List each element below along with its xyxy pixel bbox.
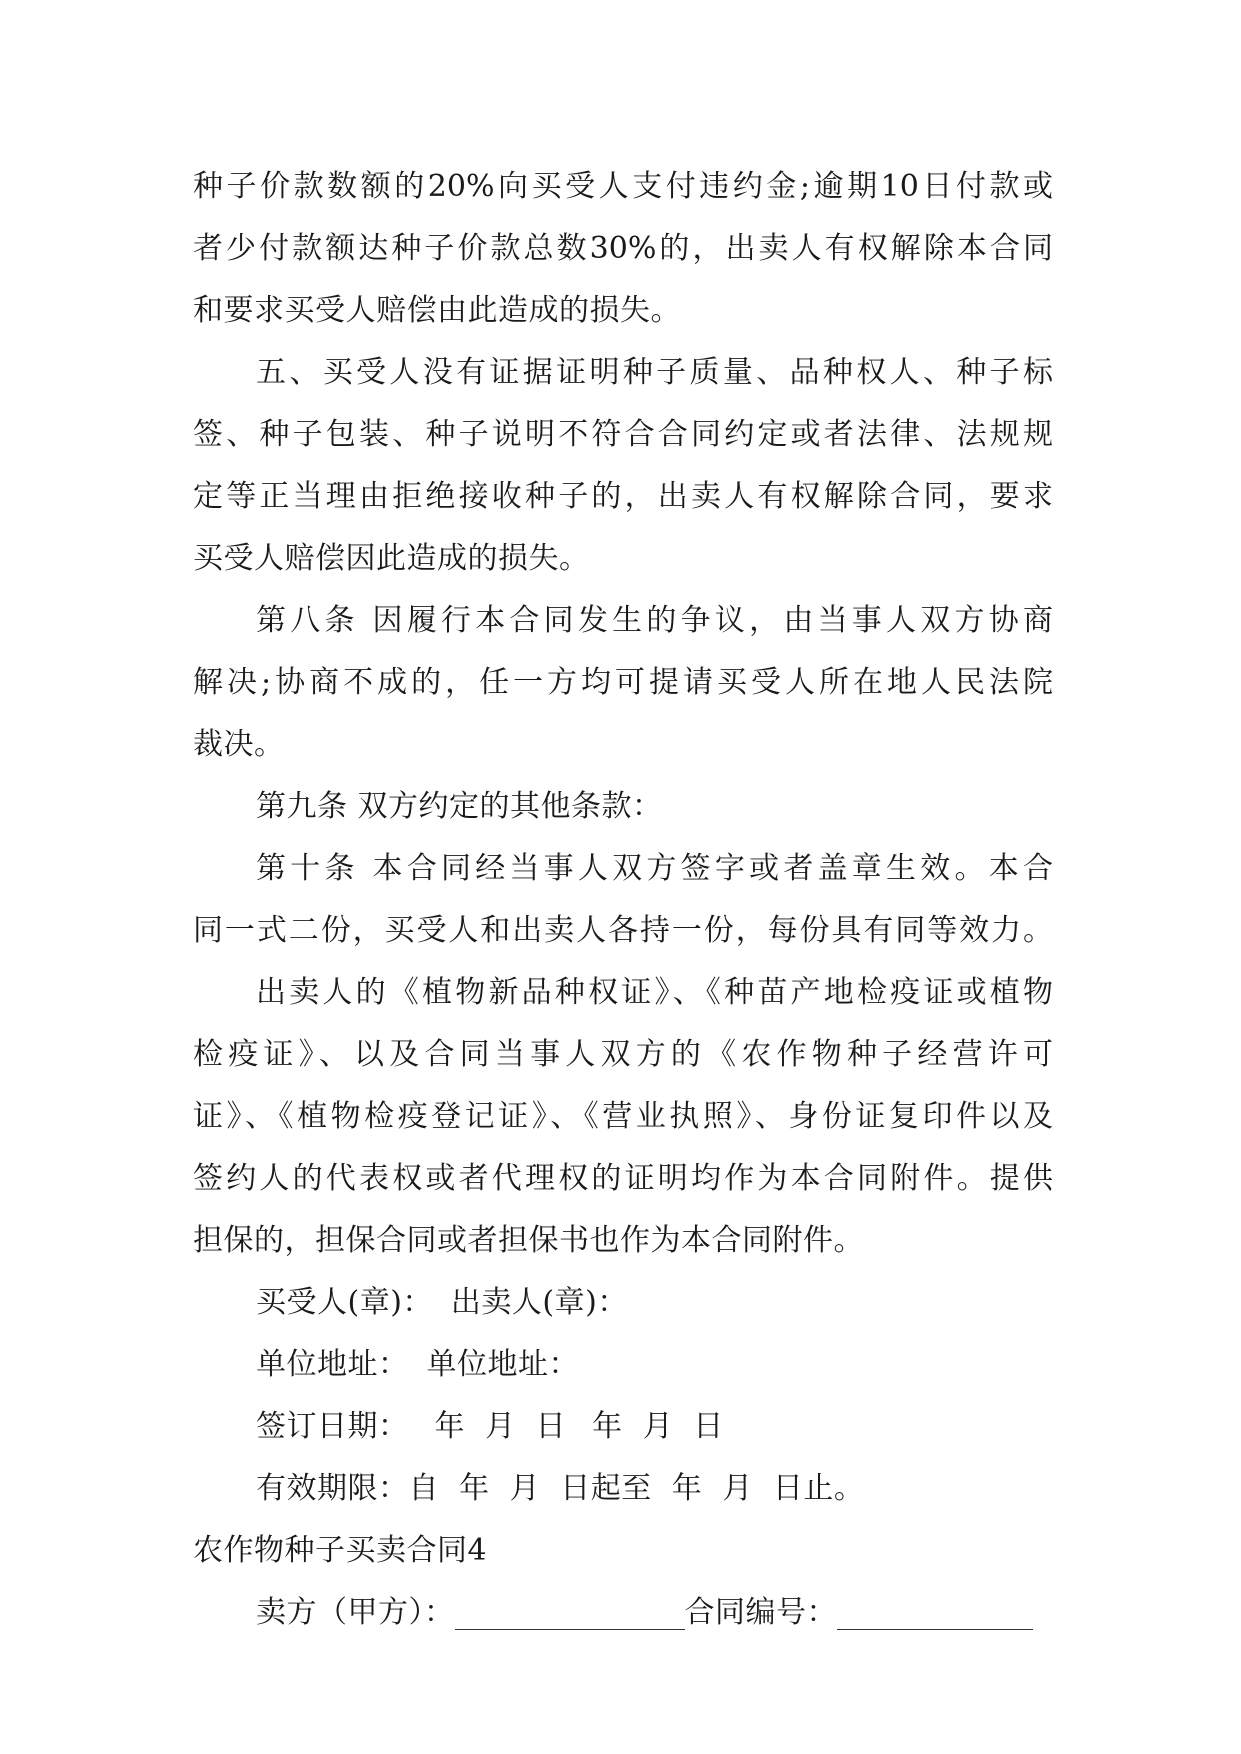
buyer-date-value: 年 月 日 <box>434 1409 567 1444</box>
document-body <box>193 156 1053 1644</box>
date-label: 签订日期： <box>256 1409 409 1444</box>
seller-date-value: 年 月 日 <box>592 1409 724 1444</box>
body-line: 证》、《植物检疫登记证》、《营业执照》、身份证复印件以及 <box>193 1099 1053 1134</box>
signature-party-line <box>193 1272 1053 1334</box>
seller-name-blank[interactable] <box>455 1589 685 1630</box>
body-line: 解决;协商不成的，任一方均可提请买受人所在地人民法院 <box>193 665 1053 700</box>
body-line: 签、种子包装、种子说明不符合合同约定或者法律、法规规 <box>193 417 1053 452</box>
body-line: 第八条 因履行本合同发生的争议，由当事人双方协商 <box>256 603 1053 638</box>
contract-number-label: 合同编号： <box>684 1595 837 1630</box>
contract-number-blank[interactable] <box>837 1589 1033 1630</box>
seller-address-label: 单位地址： <box>426 1347 579 1382</box>
validity-label: 有效期限： <box>256 1471 409 1506</box>
buyer-seal-label: 买受人(章)： <box>256 1285 433 1320</box>
body-line: 者少付款额达种子价款总数30%的，出卖人有权解除本合同 <box>193 231 1053 266</box>
validity-value: 自 年 月 日起至 年 月 日止。 <box>408 1471 865 1506</box>
body-line: 和要求买受人赔偿由此造成的损失。 <box>193 293 681 328</box>
next-section-header-line <box>193 1582 1053 1644</box>
body-line: 签约人的代表权或者代理权的证明均作为本合同附件。提供 <box>193 1161 1053 1196</box>
body-line: 第十条 本合同经当事人双方签字或者盖章生效。本合 <box>256 851 1053 886</box>
buyer-address-label: 单位地址： <box>256 1347 409 1382</box>
signature-date-line <box>193 1396 1053 1458</box>
section-title: 农作物种子买卖合同4 <box>193 1533 488 1568</box>
body-line: 买受人赔偿因此造成的损失。 <box>193 541 590 576</box>
body-line: 定等正当理由拒绝接收种子的，出卖人有权解除合同，要求 <box>193 479 1053 514</box>
seller-seal-label: 出卖人(章)： <box>450 1285 628 1320</box>
body-line: 第九条 双方约定的其他条款： <box>256 789 663 824</box>
signature-address-line <box>193 1334 1053 1396</box>
seller-party-label: 卖方（甲方）： <box>256 1595 455 1630</box>
body-line: 检疫证》、以及合同当事人双方的《农作物种子经营许可 <box>193 1037 1053 1072</box>
body-line: 同一式二份，买受人和出卖人各持一份，每份具有同等效力。 <box>193 913 1053 948</box>
body-line: 出卖人的《植物新品种权证》、《种苗产地检疫证或植物 <box>256 975 1053 1010</box>
body-line: 担保的，担保合同或者担保书也作为本合同附件。 <box>193 1223 864 1258</box>
body-line: 种子价款数额的20%向买受人支付违约金;逾期10日付款或 <box>193 169 1053 204</box>
validity-line <box>193 1458 1053 1520</box>
body-line: 五、买受人没有证据证明种子质量、品种权人、种子标 <box>256 355 1053 390</box>
body-line: 裁决。 <box>193 727 285 762</box>
